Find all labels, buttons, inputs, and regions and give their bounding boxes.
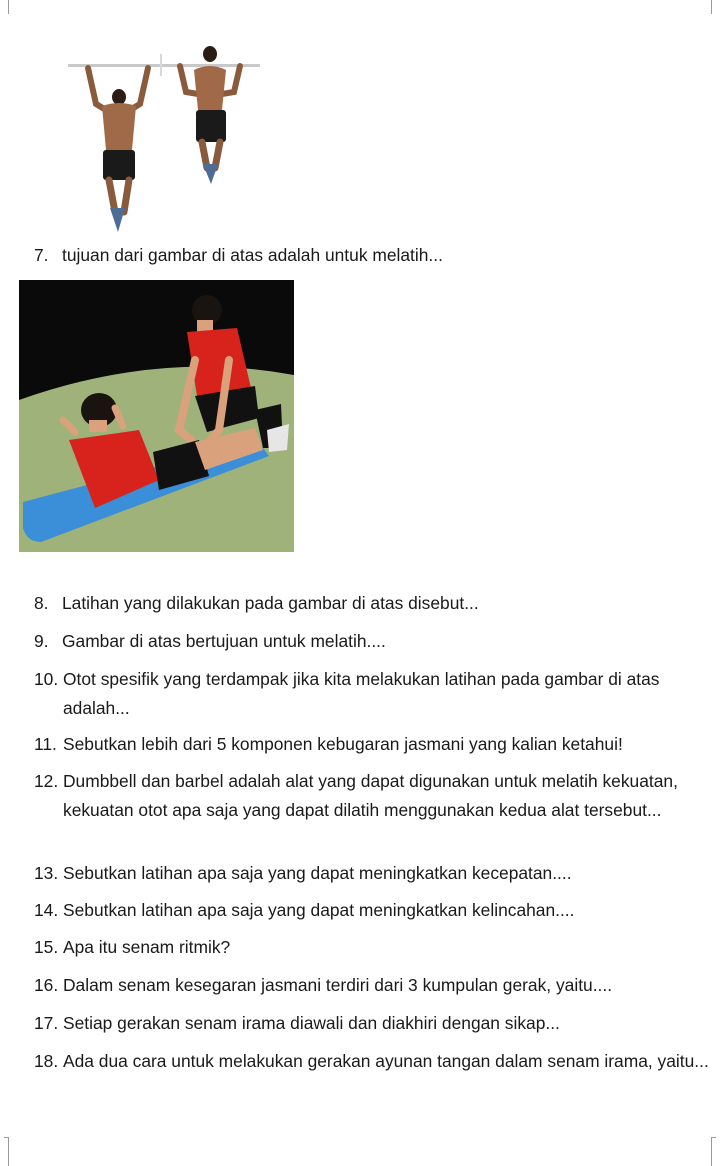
question-item [34, 896, 718, 925]
situp-photo [19, 280, 294, 552]
question-number: 7. [34, 245, 49, 265]
question-item [34, 859, 718, 888]
question-number: 13. [34, 863, 59, 883]
question-number: 8. [34, 593, 49, 613]
question-item [34, 933, 718, 962]
question-text: Ada dua cara untuk melakukan gerakan ayunan tangan dalam senam irama, yaitu... [63, 1051, 709, 1071]
question-item [34, 665, 718, 723]
question-text: Dumbbell dan barbel adalah alat yang dapat digunakan untuk melatih kekuatan, kekuatan otot apa saja yang dapat dilatih menggunakan kedua alat tersebut... [63, 771, 678, 820]
question-item [34, 627, 718, 656]
question-text: Sebutkan lebih dari 5 komponen kebugaran jasmani yang kalian ketahui! [63, 734, 623, 754]
question-text: Sebutkan latihan apa saja yang dapat meningkatkan kelincahan.... [63, 900, 575, 920]
question-item [34, 241, 718, 270]
question-text: Latihan yang dilakukan pada gambar di atas disebut... [62, 593, 479, 613]
page-corner-mark [4, 0, 9, 14]
page-corner-mark [711, 0, 716, 14]
question-number: 14. [34, 900, 59, 920]
page-corner-mark [4, 1137, 9, 1166]
question-text: tujuan dari gambar di atas adalah untuk melatih... [62, 245, 443, 265]
question-item [34, 1047, 718, 1076]
question-text: Setiap gerakan senam irama diawali dan diakhiri dengan sikap... [63, 1013, 560, 1033]
question-number: 17. [34, 1013, 59, 1033]
question-number: 12. [34, 771, 59, 791]
page-corner-mark [711, 1137, 716, 1166]
question-item [34, 1009, 718, 1038]
question-text: Apa itu senam ritmik? [63, 937, 231, 957]
question-text: Otot spesifik yang terdampak jika kita melakukan latihan pada gambar di atas adalah... [63, 669, 660, 718]
question-item [34, 767, 718, 825]
question-text: Dalam senam kesegaran jasmani terdiri dari 3 kumpulan gerak, yaitu.... [63, 975, 613, 995]
question-number: 15. [34, 937, 59, 957]
question-item [34, 971, 718, 1000]
question-number: 16. [34, 975, 59, 995]
question-number: 11. [34, 734, 57, 754]
question-text: Sebutkan latihan apa saja yang dapat meningkatkan kecepatan.... [63, 863, 572, 883]
question-number: 9. [34, 631, 49, 651]
pullup-illustration [62, 40, 266, 238]
question-number: 18. [34, 1051, 59, 1071]
question-number: 10. [34, 669, 59, 689]
question-text: Gambar di atas bertujuan untuk melatih.... [62, 631, 386, 651]
question-item [34, 589, 718, 618]
question-item [34, 730, 718, 759]
